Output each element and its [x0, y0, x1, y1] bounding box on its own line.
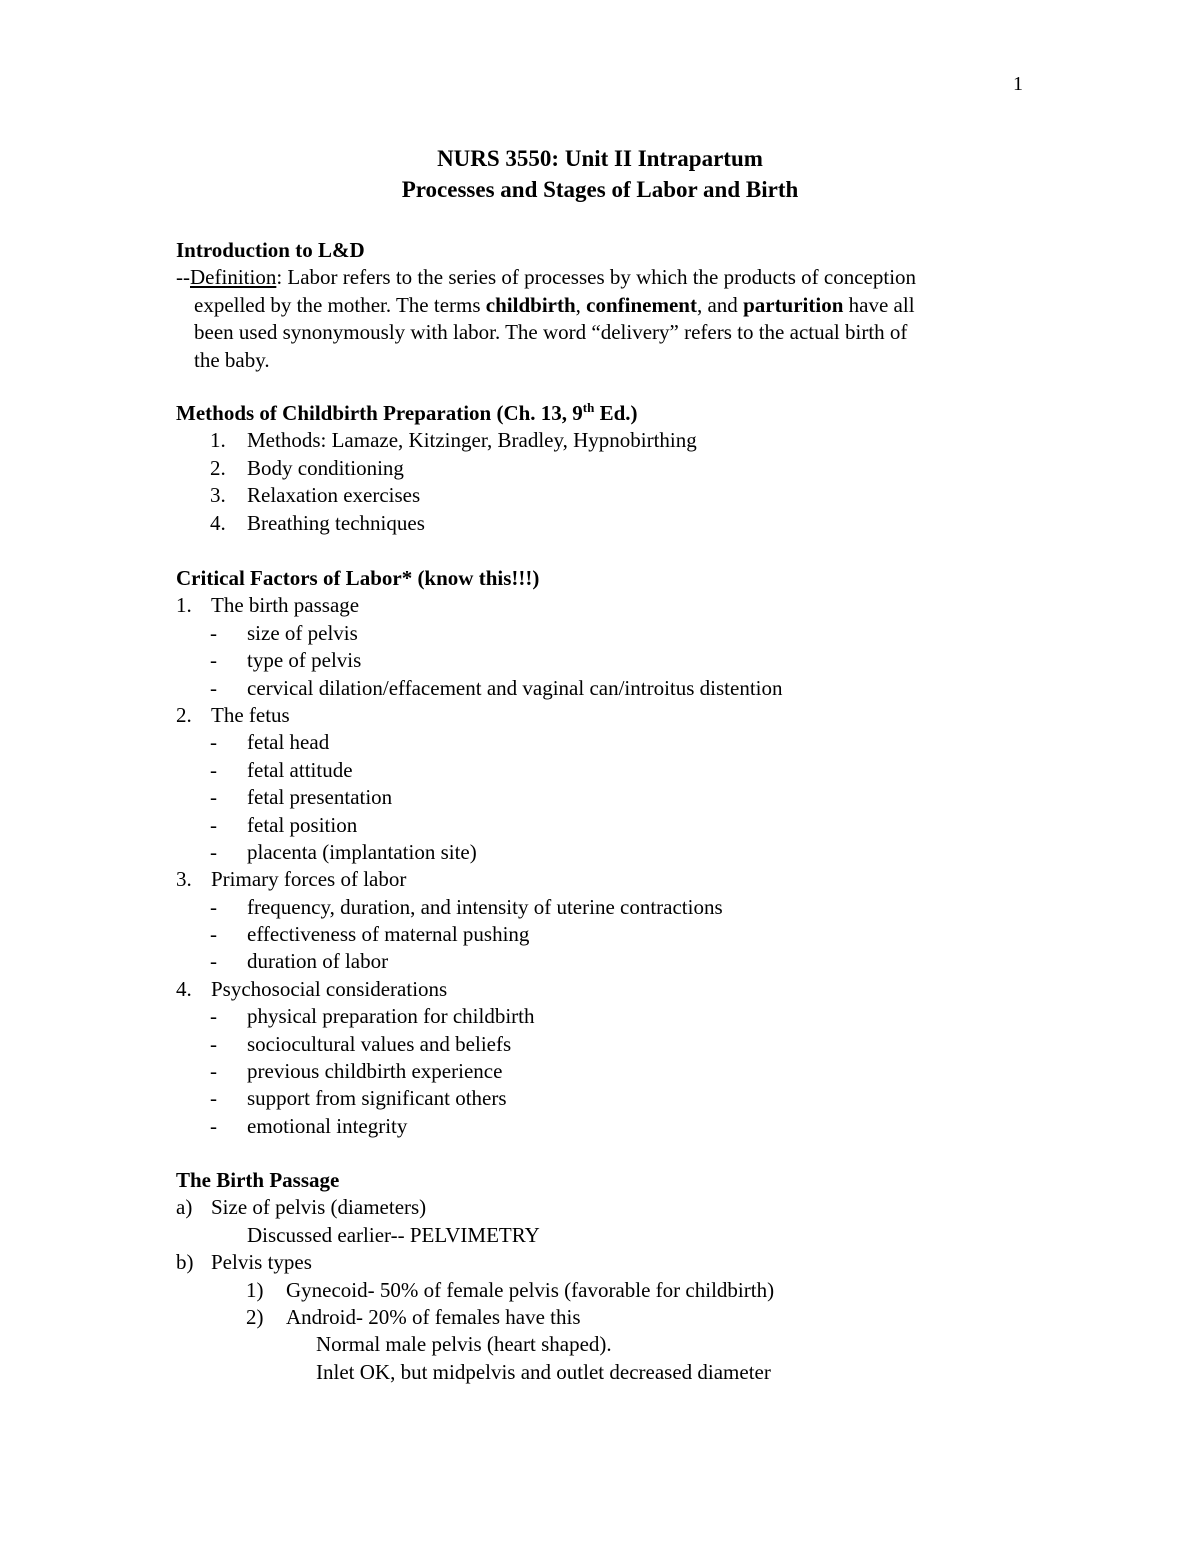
list-item-number: 3. [210, 483, 226, 508]
methods-heading [176, 400, 1096, 427]
factor-group-title [176, 866, 1096, 893]
factor-sub-text: type of pelvis [247, 648, 362, 673]
page-number: 1 [1013, 73, 1023, 95]
term-confinement: confinement [586, 292, 697, 317]
factor-sub-text: fetal attitude [247, 757, 353, 782]
list-item-text: Breathing techniques [247, 510, 425, 535]
list-item [176, 482, 1096, 509]
factor-group-title [176, 702, 1096, 729]
outline-note-text: Discussed earlier-- PELVIMETRY [247, 1222, 540, 1247]
document-subtitle: Processes and Stages of Labor and Birth [401, 177, 799, 202]
list-item-number: 1. [210, 428, 226, 453]
factor-sub-item [176, 1031, 1096, 1058]
factor-title: Primary forces of labor [211, 867, 407, 892]
factor-sub-text: support from significant others [247, 1086, 507, 1111]
pelvis-type-number: 2) [246, 1304, 264, 1329]
outline-text: Pelvis types [211, 1250, 312, 1275]
dash-bullet: - [210, 648, 217, 673]
definition-label: Definition [190, 265, 277, 290]
factor-number: 3. [176, 867, 192, 892]
list-item-text: Methods: Lamaze, Kitzinger, Bradley, Hypnobirthing [247, 428, 697, 453]
factor-sub-item [176, 784, 1096, 811]
birth-passage-section [176, 1167, 1096, 1386]
dash-bullet: - [210, 949, 217, 974]
factor-sub-text: sociocultural values and beliefs [247, 1031, 512, 1056]
pelvis-type-note [176, 1359, 1096, 1386]
factor-sub-item [176, 757, 1096, 784]
definition-text: : Labor refers to the series of processes by which the products of conception [276, 265, 917, 290]
list-item-text: Relaxation exercises [247, 483, 421, 508]
list-item [176, 427, 1096, 454]
factor-sub-item [176, 839, 1096, 866]
birth-passage-heading: The Birth Passage [176, 1168, 340, 1192]
outline-text: Size of pelvis (diameters) [211, 1195, 427, 1220]
intro-line-4: the baby. [194, 347, 270, 372]
list-item [176, 455, 1096, 482]
factor-sub-item [176, 647, 1096, 674]
intro-line-2-text: expelled by the mother. The terms [194, 292, 486, 317]
pelvis-type-text: Android- 20% of females have this [286, 1304, 581, 1329]
intro-line-2 [176, 292, 1096, 319]
dash-bullet: - [210, 620, 217, 645]
dash-bullet: - [210, 1086, 217, 1111]
outline-label: b) [176, 1250, 194, 1275]
methods-section [176, 400, 1096, 537]
factor-sub-text: fetal position [247, 812, 358, 837]
pelvis-type-text: Gynecoid- 50% of female pelvis (favorable for childbirth) [286, 1277, 775, 1302]
dash-bullet: - [210, 1059, 217, 1084]
dash-bullet: - [210, 894, 217, 919]
document-title: NURS 3550: Unit II Intrapartum [437, 146, 763, 171]
factor-number: 4. [176, 976, 192, 1001]
term-separator: , and [696, 292, 744, 317]
dash-bullet: - [210, 730, 217, 755]
list-item-number: 4. [210, 510, 226, 535]
factor-sub-text: emotional integrity [247, 1113, 408, 1138]
factor-sub-item [176, 894, 1096, 921]
term-parturition: parturition [743, 292, 844, 317]
factor-title: The fetus [211, 702, 290, 727]
factor-sub-item [176, 729, 1096, 756]
methods-heading-end: Ed.) [594, 401, 638, 425]
factor-sub-item [176, 948, 1096, 975]
factor-sub-text: cervical dilation/effacement and vaginal can/introitus distention [247, 675, 783, 700]
dash-bullet: - [210, 1031, 217, 1056]
factor-sub-text: placenta (implantation site) [247, 839, 477, 864]
factor-number: 1. [176, 593, 192, 618]
factor-group-title [176, 592, 1096, 619]
pelvis-type-item [176, 1304, 1096, 1331]
factor-sub-text: previous childbirth experience [247, 1059, 503, 1084]
outline-label: a) [176, 1195, 193, 1220]
factor-sub-text: duration of labor [247, 949, 389, 974]
dash-bullet: - [210, 1004, 217, 1029]
intro-definition-line [176, 264, 1096, 291]
pelvis-type-note [176, 1331, 1096, 1358]
dash-bullet: - [210, 922, 217, 947]
pelvis-type-number: 1) [246, 1277, 264, 1302]
intro-section [176, 237, 1096, 374]
intro-heading: Introduction to L&D [176, 238, 365, 262]
outline-item [176, 1249, 1096, 1276]
list-item-number: 2. [210, 455, 226, 480]
pelvis-note-text: Normal male pelvis (heart shaped). [316, 1332, 612, 1357]
factor-sub-item [176, 1085, 1096, 1112]
factor-number: 2. [176, 702, 192, 727]
list-item [176, 510, 1096, 537]
intro-line-3: been used synonymously with labor. The word “delivery” refers to the actual birth of [194, 320, 908, 345]
term-childbirth: childbirth [485, 292, 576, 317]
outline-item [176, 1194, 1096, 1221]
term-separator: , [575, 292, 587, 317]
dash-bullet: - [210, 785, 217, 810]
factor-sub-text: size of pelvis [247, 620, 358, 645]
factor-sub-text: fetal presentation [247, 785, 393, 810]
factor-sub-item [176, 1003, 1096, 1030]
intro-line-2-end: have all [843, 292, 915, 317]
factor-sub-text: physical preparation for childbirth [247, 1004, 535, 1029]
factor-sub-item [176, 620, 1096, 647]
pelvis-type-item [176, 1277, 1096, 1304]
factor-sub-text: frequency, duration, and intensity of uterine contractions [247, 894, 723, 919]
outline-note [176, 1222, 1096, 1249]
dash-bullet: - [210, 675, 217, 700]
methods-heading-text: Methods of Childbirth Preparation (Ch. 13, 9 [176, 401, 583, 425]
pelvis-note-text: Inlet OK, but midpelvis and outlet decreased diameter [316, 1359, 771, 1384]
factor-sub-item [176, 675, 1096, 702]
factor-sub-item [176, 812, 1096, 839]
list-item-text: Body conditioning [247, 455, 404, 480]
factor-sub-text: fetal head [247, 730, 330, 755]
dash-bullet: - [210, 839, 217, 864]
factor-sub-text: effectiveness of maternal pushing [247, 922, 530, 947]
factors-section [176, 565, 1096, 1140]
factor-group-title [176, 976, 1096, 1003]
factor-title: The birth passage [211, 593, 360, 618]
dash-bullet: - [210, 757, 217, 782]
factor-sub-item [176, 1113, 1096, 1140]
intro-dash: -- [176, 265, 190, 290]
methods-heading-sup: th [582, 400, 595, 415]
factors-heading: Critical Factors of Labor* (know this!!!) [176, 566, 540, 590]
dash-bullet: - [210, 1113, 217, 1138]
dash-bullet: - [210, 812, 217, 837]
factor-title: Psychosocial considerations [211, 976, 448, 1001]
factor-sub-item [176, 921, 1096, 948]
factor-sub-item [176, 1058, 1096, 1085]
